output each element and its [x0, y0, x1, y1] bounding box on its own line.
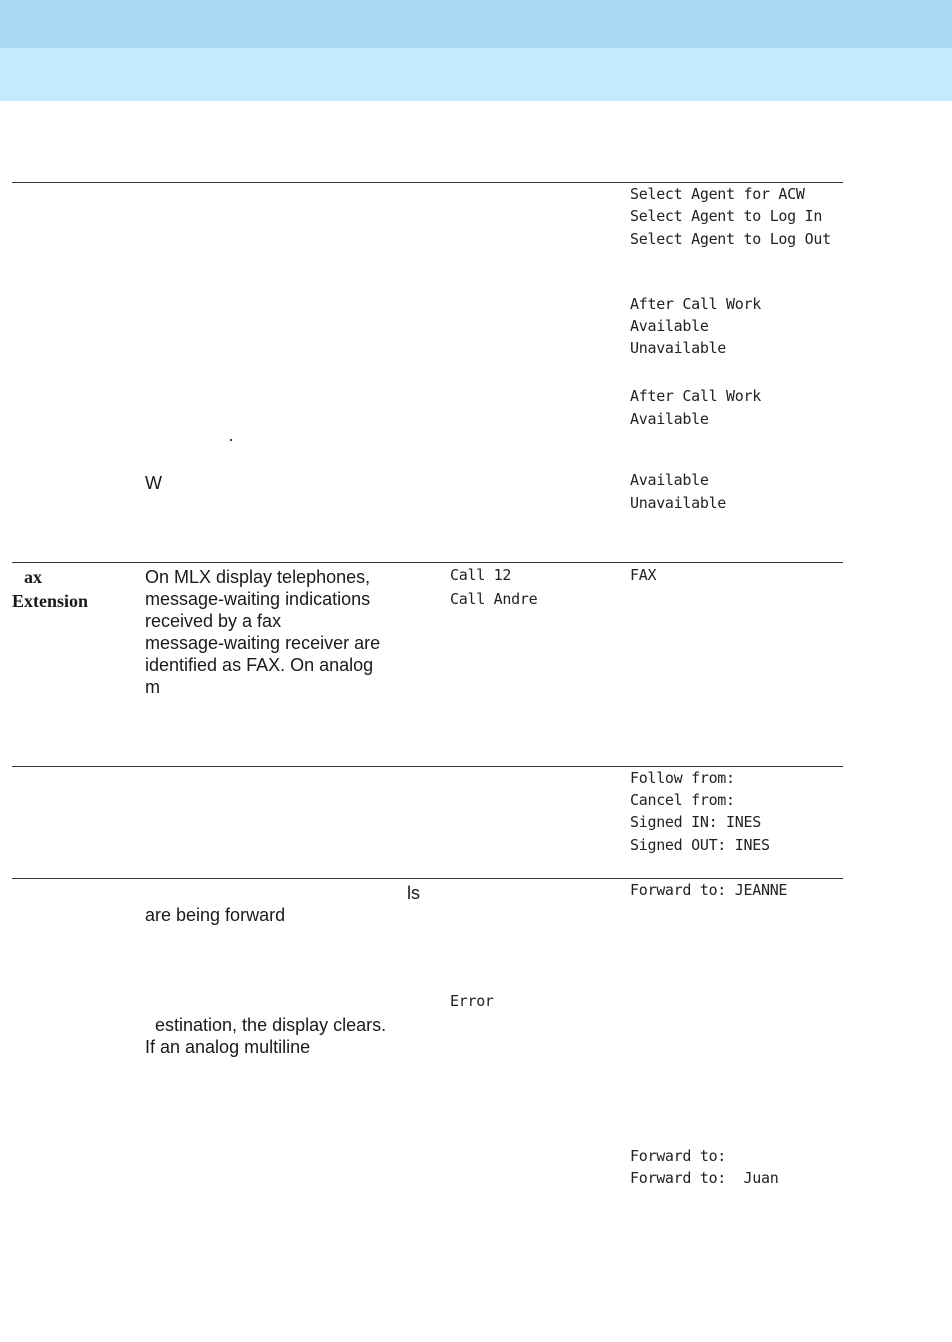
display-text: Select Agent for ACW: [630, 185, 805, 203]
display-text: Available: [630, 471, 709, 489]
description-line: received by a fax: [145, 611, 282, 631]
display-text: Unavailable: [630, 494, 727, 512]
display-text: Forward to: Juan: [630, 1169, 779, 1187]
description-line: On MLX display telephones,: [145, 567, 371, 587]
description-line: estination, the display clears.: [155, 1015, 387, 1035]
row-divider: [12, 562, 843, 563]
display-text: After Call Work: [630, 387, 761, 405]
display-text: After Call Work: [630, 295, 761, 313]
call-display-text: Error: [450, 992, 494, 1010]
feature-label: ax: [24, 567, 42, 587]
description-line: If an analog multiline: [145, 1037, 311, 1057]
description-line: message-waiting indications: [145, 589, 371, 609]
display-text: Signed IN: INES: [630, 813, 761, 831]
call-display-text: Call Andre: [450, 590, 538, 608]
display-text: Forward to:: [630, 1147, 727, 1165]
description-line: are being forward: [145, 905, 286, 925]
display-text: Select Agent to Log Out: [630, 230, 831, 248]
text-fragment: ·: [228, 429, 234, 449]
description-line: m: [145, 677, 160, 697]
display-text: Select Agent to Log In: [630, 207, 823, 225]
display-text: Available: [630, 317, 709, 335]
feature-label: Extension: [12, 591, 89, 611]
display-text: Follow from:: [630, 769, 735, 787]
display-text: Signed OUT: INES: [630, 836, 770, 854]
display-text: Cancel from:: [630, 791, 735, 809]
display-text: FAX: [630, 566, 657, 584]
call-display-text: Call 12: [450, 566, 512, 584]
display-text: Forward to: JEANNE: [630, 881, 788, 899]
description-line: identified as FAX. On analog: [145, 655, 374, 675]
header-band-top: [0, 0, 952, 48]
description-line: ls: [407, 883, 420, 903]
display-text: Available: [630, 410, 709, 428]
display-text: Unavailable: [630, 339, 727, 357]
description-line: message-waiting receiver are: [145, 633, 381, 653]
text-fragment: W: [145, 473, 162, 493]
header-band-bottom: [0, 48, 952, 101]
